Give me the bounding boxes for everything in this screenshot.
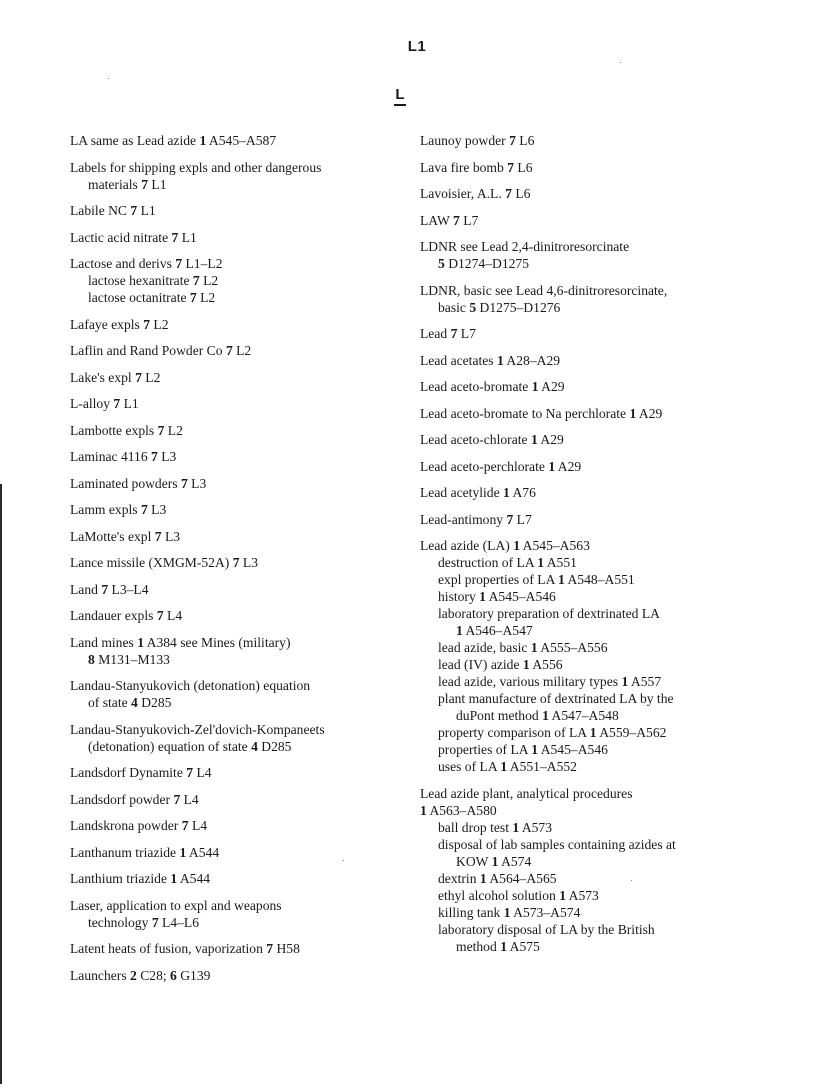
entry-heading: Lanthanum triazide 1 A544 [70, 844, 220, 860]
entry-heading: L-alloy 7 L1 [70, 396, 139, 411]
sub-entry: property comparison of LA 1 A559–A562 [438, 725, 667, 740]
index-entry [70, 132, 390, 149]
index-entry [70, 448, 390, 465]
volume-number: 6 [170, 967, 177, 983]
section-letter: L [394, 86, 405, 106]
volume-number: 1 [503, 904, 511, 920]
index-entry [420, 325, 720, 342]
volume-number: 1 [479, 870, 487, 886]
index-entry [70, 395, 390, 412]
sub-entry: lead (IV) azide 1 A556 [438, 657, 563, 672]
volume-number: 7 [140, 502, 148, 517]
entry-heading: LaMotte's expl 7 L3 [70, 528, 181, 544]
index-entry [70, 721, 390, 755]
index-entry [420, 212, 720, 229]
index-entry [70, 316, 390, 333]
volume-number: 1 [530, 432, 538, 447]
volume-number: 1 [500, 759, 508, 774]
sub-entry: lactose octanitrate 7 L2 [88, 290, 216, 305]
sub-entry: destruction of LA 1 A551 [438, 555, 577, 570]
volume-number: 1 [170, 871, 178, 886]
index-entry [70, 844, 390, 861]
entry-heading: Lead acetates 1 A28–A29 [420, 352, 561, 368]
scan-speck [108, 78, 109, 79]
volume-number: 7 [505, 186, 512, 201]
volume-number: 5 [438, 256, 445, 271]
entry-heading: Launchers 2 C28; 6 G139 [70, 967, 211, 983]
volume-number: 7 [450, 326, 458, 341]
volume-number: 1 [531, 742, 539, 757]
entry-heading: Laminac 4116 7 L3 [70, 449, 177, 464]
entry-heading: Lead aceto-bromate 1 A29 [420, 379, 565, 394]
volume-number: 7 [266, 941, 274, 956]
entry-continuation: (detonation) equation of state 4 D285 [88, 738, 292, 754]
entry-heading: Lead aceto-bromate to Na perchlorate 1 A29 [420, 405, 663, 421]
entry-heading: Lead aceto-chlorate 1 A29 [420, 432, 564, 447]
index-entry [420, 159, 720, 176]
volume-number: 1 [589, 725, 597, 740]
entry-heading: Latent heats of fusion, vaporization 7 H58 [70, 941, 300, 956]
volume-number: 7 [509, 133, 516, 148]
entry-heading: Landskrona powder 7 L4 [70, 818, 208, 833]
scan-speck [631, 880, 632, 881]
sub-entry: plant manufacture of dextrinated LA by the [438, 691, 674, 706]
sub-entry: history 1 A545–A546 [438, 589, 556, 604]
entry-heading: LA same as Lead azide 1 A545–A587 [70, 133, 277, 148]
volume-number: 1 [491, 853, 499, 869]
entry-heading: Labels for shipping expls and other dangerous [70, 159, 322, 175]
entry-heading: Lead azide (LA) 1 A545–A563 [420, 538, 590, 553]
index-entry [420, 405, 720, 422]
entry-heading: Land mines 1 A384 see Mines (military) [70, 634, 291, 650]
index-entry [70, 422, 390, 439]
volume-number: 4 [251, 738, 258, 754]
entry-heading: Lanthium triazide 1 A544 [70, 871, 211, 886]
volume-number: 5 [469, 299, 477, 315]
volume-number: 7 [189, 290, 197, 305]
entry-continuation: of state 4 D285 [88, 695, 172, 710]
volume-number: 7 [180, 475, 188, 491]
index-entry [70, 817, 390, 834]
index-entry [420, 537, 720, 775]
entry-heading: Lactic acid nitrate 7 L1 [70, 229, 197, 245]
index-entry [70, 677, 390, 711]
volume-number: 7 [181, 818, 189, 833]
entry-continuation: basic 5 D1275–D1276 [438, 299, 561, 315]
entry-heading: LAW 7 L7 [420, 212, 479, 228]
index-entry [420, 352, 720, 369]
sub-entry: expl properties of LA 1 A548–A551 [438, 572, 635, 587]
sub-entry: dextrin 1 A564–A565 [438, 870, 557, 886]
sub-entry: laboratory disposal of LA by the British [438, 921, 655, 937]
entry-heading: Landauer expls 7 L4 [70, 608, 183, 623]
volume-number: 1 [558, 572, 565, 587]
volume-number: 7 [141, 176, 149, 192]
volume-number: 7 [186, 765, 194, 780]
index-entry [70, 764, 390, 781]
index-entry [420, 282, 720, 316]
entry-heading: Lactose and derivs 7 L1–L2 [70, 256, 223, 271]
entry-heading: Laminated powders 7 L3 [70, 475, 207, 491]
index-column-right [420, 132, 720, 964]
index-entry [70, 940, 390, 957]
entry-heading: Lead-antimony 7 L7 [420, 511, 532, 527]
volume-number: 7 [113, 396, 121, 411]
sub-entry-continuation: duPont method 1 A547–A548 [456, 708, 619, 723]
volume-number: 7 [156, 608, 164, 623]
volume-number: 7 [506, 511, 514, 527]
entry-heading: Lance missile (XMGM-52A) 7 L3 [70, 555, 259, 570]
page-number: L1 [407, 38, 427, 55]
volume-number: 1 [559, 887, 566, 903]
entry-continuation: materials 7 L1 [88, 176, 167, 192]
index-entry [420, 132, 720, 149]
volume-number: 7 [225, 343, 233, 358]
volume-number: 7 [453, 212, 460, 228]
volume-number: 7 [143, 316, 151, 332]
entry-heading: Lead acetylide 1 A76 [420, 485, 536, 500]
volume-number: 1 [542, 708, 549, 723]
entry-heading: Laser, application to expl and weapons [70, 897, 282, 913]
volume-number: 4 [131, 695, 138, 710]
index-entry [420, 785, 720, 955]
index-entry [420, 185, 720, 202]
entry-heading: Lead aceto-perchlorate 1 A29 [420, 458, 582, 474]
entry-continuation: technology 7 L4–L6 [88, 914, 200, 930]
entry-heading: Land 7 L3–L4 [70, 581, 149, 597]
volume-number: 1 [530, 640, 538, 655]
volume-number: 1 [513, 538, 521, 553]
volume-number: 7 [154, 528, 162, 544]
index-entry [70, 581, 390, 598]
index-entry [420, 511, 720, 528]
index-entry [70, 870, 390, 887]
sub-entry: lactose hexanitrate 7 L2 [88, 273, 219, 288]
volume-number: 1 [522, 657, 530, 672]
scan-edge-mark [0, 484, 2, 1084]
entry-heading: Landau-Stanyukovich (detonation) equation [70, 678, 311, 693]
index-entry [70, 967, 390, 984]
index-entry [420, 238, 720, 272]
volume-number: 1 [496, 352, 504, 368]
entry-heading: Landsdorf powder 7 L4 [70, 791, 199, 807]
volume-number: 1 [199, 133, 207, 148]
sub-entry: disposal of lab samples containing azides at [438, 836, 676, 852]
index-entry [70, 634, 390, 668]
volume-number: 1 [531, 379, 539, 394]
entry-continuation: 8 M131–M133 [88, 651, 170, 667]
index-entry [70, 791, 390, 808]
entry-heading: Lafaye expls 7 L2 [70, 316, 169, 332]
volume-number: 1 [179, 844, 187, 860]
index-entry [70, 229, 390, 246]
volume-number: 1 [456, 623, 463, 638]
sub-entry: laboratory preparation of dextrinated LA [438, 606, 660, 621]
volume-number: 7 [135, 369, 142, 385]
volume-number: 7 [507, 159, 514, 175]
index-entry [70, 897, 390, 931]
entry-heading: Lake's expl 7 L2 [70, 369, 161, 385]
volume-number: 7 [192, 273, 200, 288]
volume-number: 1 [420, 802, 427, 818]
index-entry [70, 475, 390, 492]
entry-continuation: 1 A563–A580 [420, 802, 497, 818]
volume-number: 8 [88, 651, 95, 667]
sub-entry-continuation: KOW 1 A574 [456, 853, 532, 869]
entry-heading: LDNR, basic see Lead 4,6-dinitroresorcinate, [420, 282, 668, 298]
sub-entry: lead azide, basic 1 A555–A556 [438, 640, 608, 655]
section-heading [0, 86, 800, 103]
index-entry [70, 501, 390, 518]
sub-entry: killing tank 1 A573–A574 [438, 904, 581, 920]
volume-number: 1 [537, 555, 545, 570]
entry-heading: Launoy powder 7 L6 [420, 133, 535, 148]
volume-number: 1 [548, 458, 556, 474]
sub-entry-continuation: 1 A546–A547 [456, 623, 533, 638]
entry-continuation: 5 D1274–D1275 [438, 256, 530, 271]
entry-heading: LDNR see Lead 2,4-dinitroresorcinate [420, 239, 630, 254]
volume-number: 1 [503, 485, 510, 500]
volume-number: 1 [629, 405, 637, 421]
volume-number: 1 [512, 819, 520, 835]
volume-number: 7 [232, 555, 240, 570]
index-entry [70, 554, 390, 571]
sub-entry: lead azide, various military types 1 A557 [438, 674, 662, 689]
entry-heading: Labile NC 7 L1 [70, 203, 156, 218]
volume-number: 1 [479, 589, 486, 604]
index-entry [420, 484, 720, 501]
index-entry [70, 528, 390, 545]
sub-entry: ethyl alcohol solution 1 A573 [438, 887, 599, 903]
index-entry [70, 607, 390, 624]
entry-heading: Lamm expls 7 L3 [70, 502, 167, 517]
sub-entry-continuation: method 1 A575 [456, 938, 540, 954]
index-entry [70, 159, 390, 193]
entry-heading: Lead 7 L7 [420, 326, 476, 341]
index-entry [420, 431, 720, 448]
volume-number: 2 [130, 967, 137, 983]
index-entry [70, 342, 390, 359]
entry-heading: Lava fire bomb 7 L6 [420, 159, 533, 175]
volume-number: 7 [157, 422, 165, 438]
entry-heading: Lavoisier, A.L. 7 L6 [420, 186, 531, 201]
volume-number: 1 [621, 674, 629, 689]
index-entry [70, 369, 390, 386]
volume-number: 7 [173, 791, 181, 807]
scan-speck [620, 62, 621, 63]
index-entry [70, 255, 390, 306]
volume-number: 1 [500, 938, 507, 954]
index-entry [70, 202, 390, 219]
sub-entry: ball drop test 1 A573 [438, 819, 553, 835]
volume-number: 1 [137, 634, 144, 650]
entry-heading: Landau-Stanyukovich-Zel'dovich-Kompaneets [70, 721, 325, 737]
volume-number: 7 [175, 256, 183, 271]
index-entry [420, 458, 720, 475]
scan-speck [343, 860, 344, 861]
volume-number: 7 [151, 914, 159, 930]
entry-heading: Lambotte expls 7 L2 [70, 422, 183, 438]
volume-number: 7 [101, 581, 109, 597]
entry-heading: Laflin and Rand Powder Co 7 L2 [70, 343, 252, 358]
sub-entry: uses of LA 1 A551–A552 [438, 759, 577, 774]
volume-number: 7 [171, 229, 179, 245]
volume-number: 7 [130, 203, 138, 218]
index-entry [420, 378, 720, 395]
entry-heading: Landsdorf Dynamite 7 L4 [70, 765, 212, 780]
volume-number: 7 [151, 449, 158, 464]
entry-heading: Lead azide plant, analytical procedures [420, 785, 633, 801]
index-column-left [70, 132, 390, 993]
sub-entry: properties of LA 1 A545–A546 [438, 742, 608, 757]
